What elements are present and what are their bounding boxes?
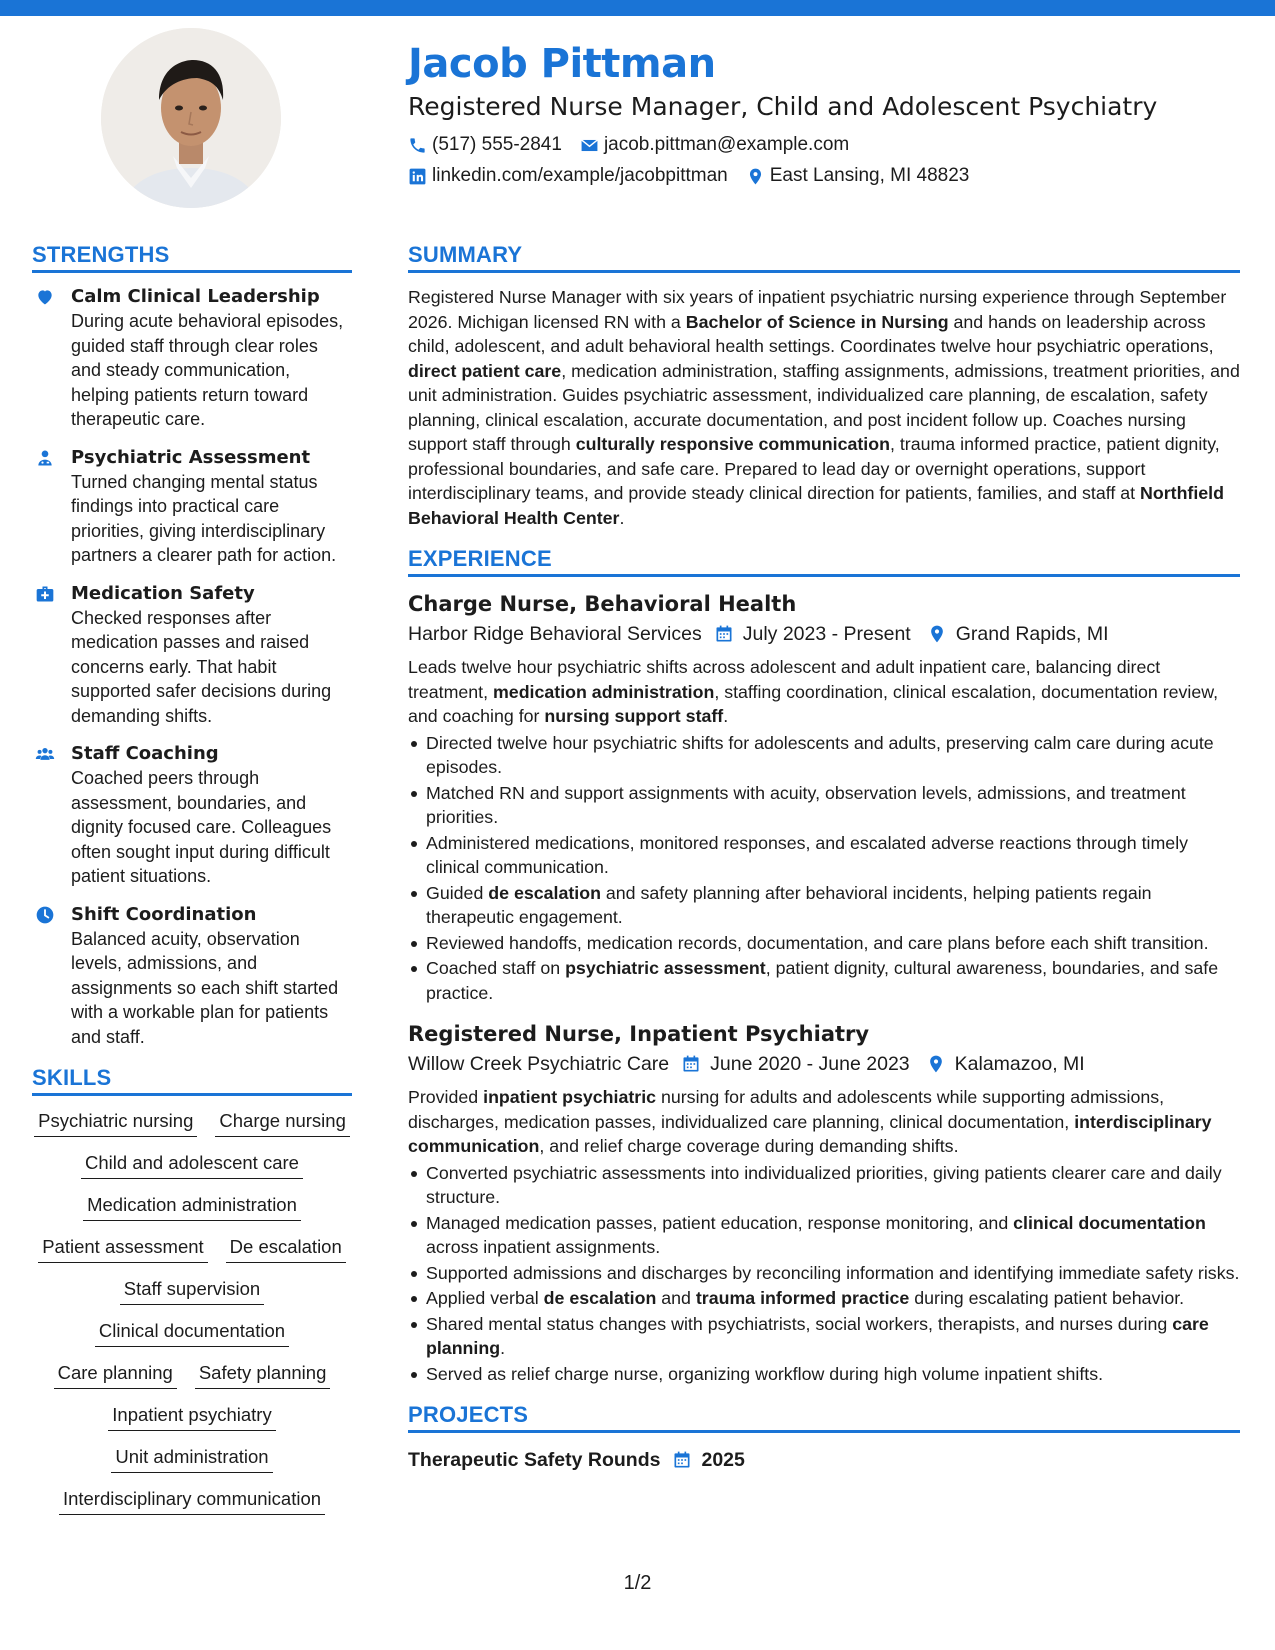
job-dates: June 2020 - June 2023	[710, 1053, 910, 1075]
company-name: Willow Creek Psychiatric Care	[408, 1053, 670, 1075]
clock-icon	[35, 905, 55, 925]
list-item: Administered medications, monitored responses, and escalated adverse reactions through timely clinical communication.	[408, 831, 1240, 880]
email-text: jacob.pittman@example.com	[603, 134, 850, 155]
skill-tag: Staff supervision	[120, 1276, 264, 1305]
skill-tag: Interdisciplinary communication	[59, 1486, 325, 1515]
strength-title: Medication Safety	[71, 582, 255, 604]
job-location: Grand Rapids, MI	[955, 623, 1109, 645]
linkedin-contact[interactable]	[408, 163, 728, 189]
list-item: Guided de escalation and safety planning after behavioral incidents, helping patients regain therapeutic engagement.	[408, 881, 1240, 930]
skill-tag: Clinical documentation	[95, 1318, 289, 1347]
medkit-icon	[35, 584, 55, 604]
email-contact[interactable]	[580, 132, 849, 158]
project-name: Therapeutic Safety Rounds	[408, 1449, 661, 1471]
strength-desc: Checked responses after medication passes and raised concerns early. That habit supported safer decisions during demanding shifts.	[71, 607, 332, 726]
skill-tag: Child and adolescent care	[81, 1150, 303, 1179]
resume-header	[408, 40, 1248, 189]
contact-row-1	[408, 132, 1248, 158]
skill-tag: Unit administration	[111, 1444, 272, 1473]
job-title: Registered Nurse, Inpatient Psychiatry	[408, 1022, 870, 1046]
top-accent-bar	[0, 0, 1275, 16]
strength-item	[32, 582, 352, 729]
calendar-icon	[681, 1054, 701, 1074]
list-item: Shared mental status changes with psychiatrists, social workers, therapists, and nurses during care planning.	[408, 1312, 1240, 1361]
list-item: Served as relief charge nurse, organizing workflow during high volume inpatient shifts.	[408, 1362, 1240, 1387]
job-meta	[408, 1049, 1240, 1079]
skill-tag: Inpatient psychiatry	[108, 1402, 275, 1431]
linkedin-icon	[408, 167, 427, 186]
job-entry	[408, 1019, 1240, 1386]
strength-item	[32, 742, 352, 889]
job-title: Charge Nurse, Behavioral Health	[408, 592, 797, 616]
job-location: Kalamazoo, MI	[954, 1053, 1085, 1075]
map-marker-icon	[746, 167, 765, 186]
location-text: East Lansing, MI 48823	[769, 165, 970, 186]
skill-tag: Patient assessment	[38, 1234, 207, 1263]
strength-desc: Balanced acuity, observation levels, admissions, and assignments so each shift started with a workable plan for patients and staff.	[71, 928, 339, 1047]
candidate-headline: Registered Nurse Manager, Child and Adolescent Psychiatry	[408, 92, 1158, 121]
strength-title: Calm Clinical Leadership	[71, 286, 320, 307]
map-marker-icon	[926, 1054, 946, 1074]
user-doctor-icon	[35, 448, 55, 468]
calendar-icon	[714, 624, 734, 644]
job-meta	[408, 619, 1240, 649]
right-column	[408, 240, 1240, 1475]
experience-heading: EXPERIENCE	[408, 544, 1240, 577]
list-item: Managed medication passes, patient education, response monitoring, and clinical documentation across inpatient assignments.	[408, 1211, 1240, 1260]
projects-heading: PROJECTS	[408, 1400, 1240, 1433]
job-bullets	[408, 1161, 1240, 1387]
company-name: Harbor Ridge Behavioral Services	[408, 623, 702, 645]
strength-item	[32, 446, 352, 568]
job-description: Provided inpatient psychiatric nursing for adults and adolescents while supporting admissions, discharges, medication passes, individualized care planning, clinical documentation, interdisciplinary communication, and relief charge coverage during demanding shifts.	[408, 1087, 1212, 1156]
list-item: Directed twelve hour psychiatric shifts for adolescents and adults, preserving calm care during acute episodes.	[408, 731, 1240, 780]
list-item: Coached staff on psychiatric assessment, patient dignity, cultural awareness, boundaries, and safe practice.	[408, 956, 1240, 1005]
strength-item	[32, 903, 352, 1050]
summary-text: Registered Nurse Manager with six years of inpatient psychiatric nursing experience through September 2026. Michigan licensed RN with a Bachelor of Science in Nursing and hands on leadership across child, adolescent, and adult behavioral health settings. Coordinates twelve hour psychiatric operations, direct patient care, medication administration, staffing assignments, admissions, treatment priorities, and unit administration. Guides psychiatric assessment, individualized care planning, de escalation, safety planning, clinical escalation, accurate documentation, and post incident follow up. Coaches nursing support staff through culturally responsive communication, trauma informed practice, patient dignity, professional boundaries, and safe care. Prepared to lead day or overnight operations, support interdisciplinary teams, and provide steady clinical direction for patients, families, and staff at Northfield Behavioral Health Center.	[408, 287, 1240, 528]
profile-photo	[101, 28, 281, 208]
summary-heading: SUMMARY	[408, 240, 1240, 273]
skill-tag: Care planning	[54, 1360, 177, 1389]
linkedin-text: linkedin.com/example/jacobpittman	[432, 165, 728, 186]
location-contact	[746, 163, 970, 189]
skills-heading: SKILLS	[32, 1063, 352, 1096]
map-marker-icon	[927, 624, 947, 644]
skills-list	[32, 1108, 352, 1515]
skill-tag: De escalation	[226, 1234, 346, 1263]
job-bullets	[408, 731, 1240, 1006]
phone-icon	[408, 136, 427, 155]
skill-tag: Medication administration	[83, 1192, 301, 1221]
strength-desc: During acute behavioral episodes, guided staff through clear roles and steady communication, helping patients return toward therapeutic care.	[71, 311, 344, 429]
job-entry	[408, 589, 1240, 1005]
skill-tag: Psychiatric nursing	[34, 1108, 197, 1137]
skill-tag: Safety planning	[195, 1360, 331, 1389]
phone-contact[interactable]	[408, 132, 562, 158]
project-entry	[408, 1445, 1240, 1475]
project-year: 2025	[701, 1449, 745, 1471]
envelope-icon	[580, 136, 599, 155]
users-icon	[35, 744, 55, 764]
list-item: Supported admissions and discharges by reconciling information and identifying immediate safety risks.	[408, 1261, 1240, 1286]
strength-item	[32, 285, 352, 432]
skill-tag: Charge nursing	[215, 1108, 350, 1137]
page-number: 1/2	[623, 1572, 652, 1594]
phone-text: (517) 555-2841	[432, 134, 562, 155]
job-dates: July 2023 - Present	[742, 623, 911, 645]
strength-desc: Turned changing mental status findings into practical care priorities, giving interdisciplinary partners a clearer path for action.	[71, 471, 337, 565]
list-item: Converted psychiatric assessments into individualized priorities, giving patients clearer care and daily structure.	[408, 1161, 1240, 1210]
calendar-icon	[672, 1450, 692, 1470]
heart-icon	[35, 287, 55, 307]
strength-title: Staff Coaching	[71, 743, 219, 764]
list-item: Matched RN and support assignments with acuity, observation levels, admissions, and treatment priorities.	[408, 781, 1240, 830]
list-item: Reviewed handoffs, medication records, documentation, and care plans before each shift transition.	[408, 931, 1240, 956]
strength-desc: Coached peers through assessment, boundaries, and dignity focused care. Colleagues often sought input during difficult patient situations.	[71, 768, 332, 886]
list-item: Applied verbal de escalation and trauma informed practice during escalating patient behavior.	[408, 1286, 1240, 1311]
job-description: Leads twelve hour psychiatric shifts across adolescent and adult inpatient care, balancing direct treatment, medication administration, staffing coordination, clinical escalation, documentation review, and coaching for nursing support staff.	[408, 657, 1219, 726]
candidate-name: Jacob Pittman	[408, 41, 716, 87]
left-column	[32, 240, 352, 1528]
strengths-heading: STRENGTHS	[32, 240, 352, 273]
strength-title: Shift Coordination	[71, 903, 257, 925]
strength-title: Psychiatric Assessment	[71, 446, 311, 468]
contact-row-2	[408, 163, 1248, 189]
